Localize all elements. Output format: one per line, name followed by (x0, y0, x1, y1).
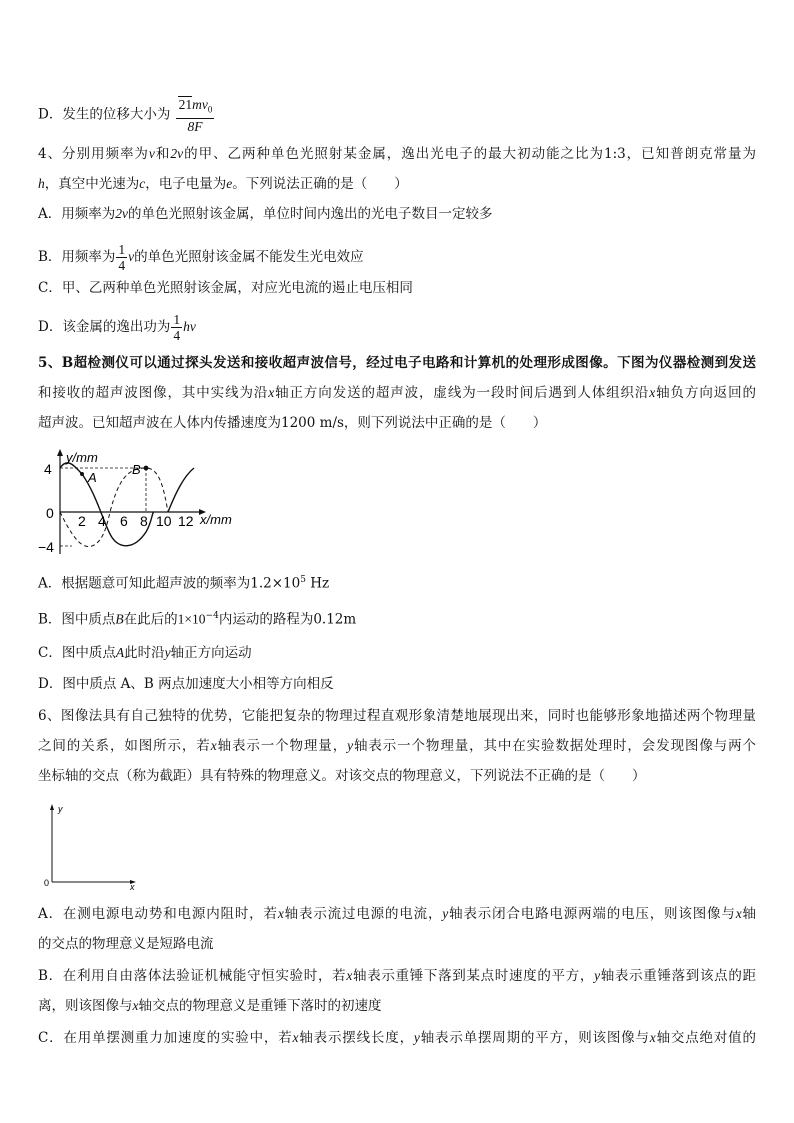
q6-y-label: y (58, 804, 63, 814)
q5-x-tick-2: 2 (78, 513, 86, 529)
q6-axes-figure (42, 800, 146, 892)
q3-option-d (38, 96, 215, 134)
q6-option-b-line-1: B．在利用自由落体法验证机械能守恒实验时，若x轴表示重锤下落到某点时速度的平方，y轴表示重锤落到该点的距 (38, 968, 757, 984)
q3-option-d-fraction: $\frac{21mv_0}{8F}$ (176, 96, 215, 134)
q5-solid-wave-tail (168, 468, 194, 512)
q6-stem-line-3: 坐标轴的交点（称为截距）具有特殊的物理意义。对该交点的物理意义，下列说法不正确的是（ ） (38, 768, 646, 784)
q5-x-tick-6: 6 (120, 513, 128, 529)
q6-option-a-line-2: 的交点的物理意义是短路电流 (38, 936, 214, 952)
q6-option-c-line-1: C．在用单摆测重力加速度的实验中，若x轴表示摆线长度，y轴表示单摆周期的平方，则该图像与x轴交点绝对值的 (38, 1030, 756, 1046)
q4-stem-line-2: h，真空中光速为c，电子电量为e。下列说法正确的是（ ） (38, 176, 408, 192)
q5-point-b (144, 466, 149, 471)
q5-x-label: x/mm (200, 512, 232, 527)
q5-point-b-label: B (132, 462, 141, 477)
q4-stem-line-1: 4、分别用频率为ν和2ν的甲、乙两种单色光照射某金属，逸出光电子的最大初动能之比为1:3，已知普朗克常量为 (38, 146, 757, 162)
q5-stem-line-2: 和接收的超声波图像，其中实线为沿x轴正方向发送的超声波，虚线为一段时间后遇到人体组织沿x轴负方向返回的 (38, 385, 757, 401)
q4-d-fraction: $\frac{1}{4}$ (173, 312, 181, 343)
q5-y-tick-0: 0 (46, 505, 54, 521)
q4-b-fraction: $\frac{1}{4}$ (118, 242, 126, 273)
q5-option-c: C．图中质点A此时沿y轴正方向运动 (38, 645, 252, 661)
q5-y-tick-neg4: −4 (38, 539, 54, 555)
q6-origin-label: 0 (44, 878, 50, 888)
q6-option-a-line-1: A．在测电源电动势和电源内阻时，若x轴表示流过电源的电流，y轴表示闭合电路电源两端的电压，则该图像与x轴 (38, 906, 757, 922)
q6-stem-line-1: 6、图像法具有自己独特的优势，它能把复杂的物理过程直观形象清楚地展现出来，同时也能够形象地描述两个物理量 (38, 708, 756, 724)
q5-y-tick-4: 4 (44, 461, 52, 477)
q4-option-c: C．甲、乙两种单色光照射该金属，对应光电流的遏止电压相同 (38, 280, 413, 296)
q5-option-d: D．图中质点 A、B 两点加速度大小相等方向相反 (38, 676, 334, 692)
q5-wave-graph (36, 446, 248, 558)
q5-x-tick-10: 10 (156, 513, 172, 529)
q3-sqrt-value: 21 (178, 97, 193, 112)
q6-stem-line-2: 之间的关系，如图所示，若x轴表示一个物理量，y轴表示一个物理量，其中在实验数据处理时，会发现图像与两个 (38, 738, 757, 754)
q5-y-label: y/mm (66, 450, 98, 465)
q6-x-label: x (130, 882, 135, 892)
q5-stem-line-1: 5、B超检测仪可以通过探头发送和接收超声波信号，经过电子电路和计算机的处理形成图像。下图为仪器检测到发送 (38, 355, 756, 371)
q5-x-tick-4: 4 (98, 513, 106, 529)
q5-x-tick-8: 8 (140, 513, 148, 529)
q5-stem-line-3: 超声波。已知超声波在人体内传播速度为1200 m/s，则下列说法中正确的是（ ） (38, 415, 547, 431)
q5-option-b: B．图中质点B在此后的$1\times 10^{-4}$内运动的路程为0.12m (38, 611, 357, 628)
q5-option-a: A．根据题意可知此超声波的频率为$1.2\times 10^5$ Hz (38, 575, 330, 592)
q4-option-d: D．该金属的逸出功为 $\frac{1}{4}$ hν (38, 312, 196, 343)
q4-option-b: B．用频率为 $\frac{1}{4}$ ν的单色光照射该金属不能发生光电效应 (38, 242, 364, 273)
q5-point-a (80, 472, 84, 476)
q5-point-a-label: A (88, 470, 97, 485)
q3-option-d-label: D．发生的位移大小为 (38, 106, 171, 123)
q6-y-axis-arrow (50, 804, 54, 810)
q5-y-axis-arrow (57, 449, 63, 456)
q5-dashed-wave (60, 468, 168, 547)
q4-option-a: A．用频率为2ν的单色光照射该金属，单位时间内逸出的光电子数目一定较多 (38, 206, 493, 222)
q6-option-b-line-2: 离，则该图像与x轴交点的物理意义是重锤下落时的初速度 (38, 998, 382, 1014)
q5-x-tick-12: 12 (178, 513, 194, 529)
